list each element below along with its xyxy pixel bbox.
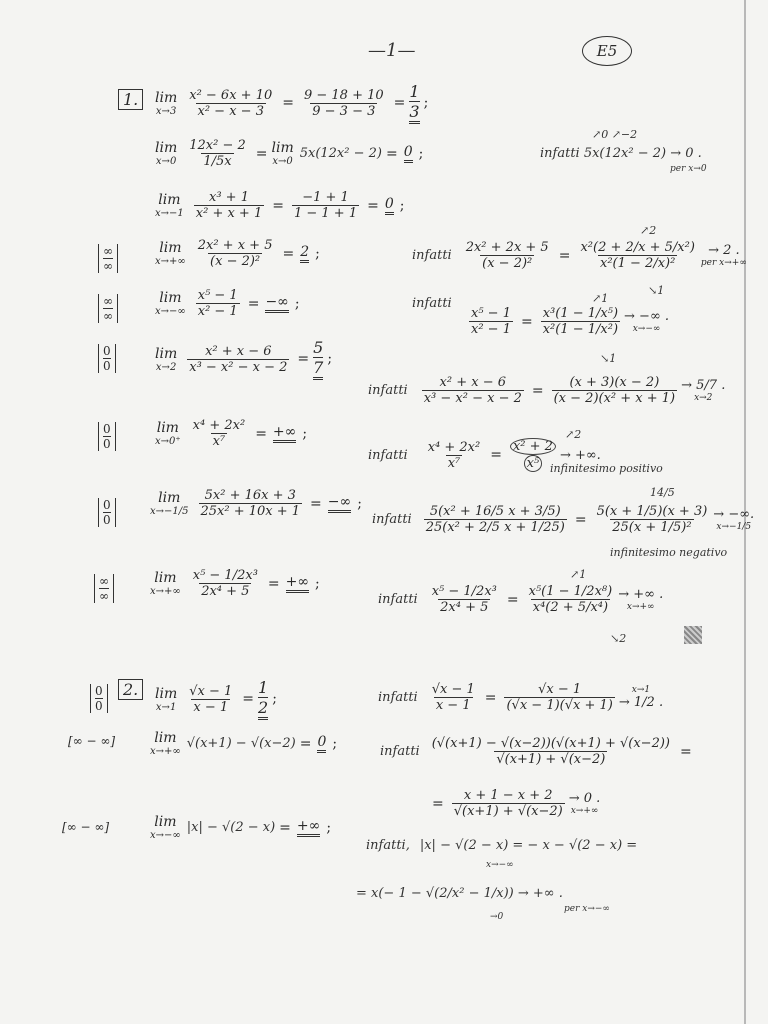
note-infatti: infatti 5x(12x² − 2) → 0 . [540,146,702,161]
indeterminate-form-tag: ∞ ∞ [98,240,118,273]
note-subscript: per x→−∞ [564,904,610,914]
note-under-arrow: ↘1 [648,284,665,297]
note-lhs-fraction: $\frac{\text{5(x² + 16/5 x + 3/5)}}{\text{25(x² + 2/5 x + 1/25)}}$ [425,504,565,535]
exercise-number: 2. [118,679,143,700]
limit-fraction: $\frac{\text{x² − 6x + 10}}{\text{x² − x − 3}}$ [189,87,273,119]
note-explanation-7: infatti $\frac{\text{x⁴ + 2x²}}{\text{x⁷}}$ = $\frac{\text{x² + 2}}{\text{x⁵}}$ → +∞. [368,439,601,471]
limit-operator: lim x→−∞ [150,814,181,841]
note-under-arrow: ↘1 [600,352,617,365]
indeterminate-form-tag: $\frac{0}{0}$ [98,418,116,451]
equals-sign: = [299,735,312,752]
semicolon: ; [418,145,424,162]
note-word: infatti [368,383,408,398]
note-under-arrow: →0 [490,912,504,922]
exercise-1-label [118,90,143,109]
note-rhs-fraction: $\frac{\text{x³(1 − 1/x⁵)}}{\text{x²(1 − 1/x²)}}$ [542,306,619,337]
limit-fraction: $\frac{\text{x² + x − 6}}{\text{x³ − x² − x − 2}}$ [189,343,288,375]
note-over-arrow: ↗2 [565,428,582,441]
note-word: infatti [372,512,412,527]
limit-expression: |x| − √(2 − x) [186,820,276,835]
note-word: infatti [368,447,408,463]
note-lhs-fraction: $\frac{√x - 1}{x - 1}$ [431,682,475,713]
note-rhs-fraction: $\frac{(x + 3)(x - 2)}{\text{(x − 2)(x² + x + 1)}}$ [553,375,676,406]
limit-operator: lim x→+∞ [155,240,186,267]
semicolon: ; [357,495,362,512]
substitution-fraction: $\frac{9 - 18 + 10}{9 - 3 - 3}$ [303,87,384,119]
indeterminate-form-tag: $\frac{0}{0}$ [98,340,116,373]
limit-fraction: $\frac{\text{5x² + 16x + 3}}{\text{25x² + 10x + 1}}$ [200,488,301,519]
limit-row-3 [155,190,404,221]
limit-operator: lim x→−∞ [155,290,186,317]
indeterminate-form-tag: [∞ − ∞] [62,820,110,834]
indeterminate-form-tag: $\frac{0}{0}$ [90,680,108,713]
note-subscript: x→−∞ [486,860,514,870]
note-under-arrow: ↘2 [610,632,627,645]
limit-row-ex2-3 [150,814,331,841]
limit-result: −∞ [265,294,288,313]
limit-row-ex2-2 [150,730,337,757]
note-rhs-fraction: $\frac{\text{x⁵(1 − 1/2x⁸)}}{\text{x⁴(2 + 5/x⁴)}}$ [528,584,613,615]
note-lhs-fraction: $\frac{\text{x⁴ + 2x²}}{\text{x⁷}}$ [427,439,481,471]
semicolon: ; [315,245,320,262]
note-word: infatti [412,248,452,263]
limit-result: 0 [385,196,394,215]
limit-fraction: $\frac{\text{12x² − 2}}{1/5x}$ [189,138,246,169]
note-explanation-ex2-2 [380,736,696,767]
indeterminate-form-tag: ∞ ∞ [98,290,118,323]
limit-result: +∞ [297,818,320,837]
note-word: infatti [380,744,420,759]
note-explanation-ex2-2b: = $\frac{x + 1 - x + 2}{√(x+1) + √(x-2)}$ → 0 . x→+∞ [432,788,601,819]
limit-fraction: $\frac{\text{x⁵ − 1}}{\text{x² − 1}}$ [197,288,238,319]
limit-operator: lim x→+∞ [150,570,181,597]
note-over-arrow: ↗1 [592,292,609,305]
limit-result: 2 [300,244,309,263]
semicolon: ; [315,575,320,592]
note-line-2: = x(− 1 − √(2/x² − 1/x)) → +∞ . [356,886,563,901]
note-fraction: $\frac{(√(x+1) - √(x-2))(√(x+1) + √(x-2))}{√(x+1) + √(x-2)}$ [431,736,670,767]
equals-sign: = [279,819,291,836]
note-word: infatti [378,690,418,705]
limit-fraction: $\frac{\text{x⁴ + 2x²}}{\text{x⁷}}$ [192,418,246,449]
limit-result: $\frac{5}{7}$ [313,338,323,380]
exercise-2-label [118,680,143,699]
note-explanation-ex2-3 [366,838,637,853]
limit-expression: 5x(12x² − 2) [299,146,382,161]
equals-sign: = [247,295,260,312]
note-tail: infinitesimo negativo [610,546,728,559]
note-lhs-fraction: $\frac{\text{2x² + 2x + 5}}{\text{(x − 2)²}}$ [465,240,549,271]
note-over-arrow: ↗1 [570,568,587,581]
limit-row-4 [155,238,320,269]
note-lhs-fraction: $\frac{\text{x⁵ − 1}}{\text{x² − 1}}$ [471,306,511,337]
semicolon: ; [327,351,333,367]
limit-row-2 [155,138,423,169]
limit-result: 0 [404,144,413,163]
limit-expression: √(x+1) − √(x−2) [186,736,296,751]
note-fraction: $\frac{x + 1 - x + 2}{√(x+1) + √(x-2)}$ [453,788,563,819]
note-over-value: 14/5 [650,486,675,499]
equals-sign: = [393,95,406,111]
limit-operator: lim x→2 [155,345,178,373]
equals-sign: = [385,145,398,162]
limit-operator: lim x→0 [155,140,178,167]
note-rhs-fraction: $\frac{\text{x² + 2}}{\text{x⁵}}$ [510,438,556,472]
note-word: infatti, [366,838,410,853]
equals-sign: = [282,245,295,262]
equals-sign: = [297,351,310,367]
note-lhs-fraction: $\frac{\text{x⁵ − 1/2x³}}{\text{2x⁴ + 5}}$ [431,584,497,615]
limit-operator: lim x→−1/5 [150,490,189,517]
semicolon: ; [423,95,429,111]
equals-sign: = [282,95,294,111]
equals-sign: = [267,575,280,592]
note-rhs-fraction: $\frac{\text{x²(2 + 2/x + 5/x²)}}{\text{x²(1 − 2/x)²}}$ [580,240,695,271]
note-lhs-fraction: $\frac{\text{x² + x − 6}}{\text{x³ − x² − x − 2}}$ [423,375,522,406]
limit-fraction: $\frac{\text{x³ + 1}}{\text{x² + x + 1}}$ [195,190,263,221]
note-word: infatti [412,296,452,311]
limit-row-9 [150,568,320,599]
equals-sign: = [255,145,268,162]
note-over-arrows: ↗0 ↗−2 [592,128,638,141]
limit-fraction: $\frac{\text{2x² + x + 5}}{\text{(x − 2)²}}$ [197,238,273,269]
limit-row-ex2-1 [155,678,277,720]
note-explanation-5: $\frac{\text{x⁵ − 1}}{\text{x² − 1}}$ = $\frac{\text{x³(1 − 1/x⁵)}}{\text{x²(1 − 1/x²)}}$ → −∞ . x→−∞ [471,306,670,337]
semicolon: ; [302,425,308,442]
equals-sign: = [310,495,322,512]
limit-result: −∞ [328,494,351,513]
note-explanation-4: infatti $\frac{\text{2x² + 2x + 5}}{\text{(x − 2)²}}$ = $\frac{\text{x²(2 + 2/x + 5/x²)}}{\text{x²(1 − 2/x)²}}$ → 2 . per x→+∞ [412,240,747,271]
note-explanation-8: infatti $\frac{\text{5(x² + 16/5 x + 3/5)}}{\text{25(x² + 2/5 x + 1/25)}}$ = $\frac{5(x + 1/5)(x + 3)}{\text{25(x + 1/5)²}}$ → −∞. x→−1/5 [372,504,755,535]
limit-result: +∞ [273,424,296,443]
limit-row-5 [155,288,300,319]
note-explanation-ex2-1: infatti $\frac{√x - 1}{x - 1}$ = $\frac{√x - 1}{(√x - 1)(√x + 1)}$ x→1 → 1/2 . [378,682,664,713]
substitution-fraction: $\frac{-1 + 1}{1 - 1 + 1}$ [293,190,358,221]
limit-result: +∞ [286,574,309,593]
limit-result: $\frac{1}{3}$ [409,82,419,124]
note-over-arrow: ↗2 [640,224,657,237]
scan-mark-icon [684,626,702,648]
limit-row-7 [155,418,307,449]
equals-sign: = [242,691,255,707]
note-subscript: per x→0 [670,164,707,174]
page-number: —1— [368,40,416,61]
note-rhs-fraction: $\frac{5(x + 1/5)(x + 3)}{\text{25(x + 1/5)²}}$ [596,504,708,535]
equals-sign: = [272,197,284,214]
semicolon: ; [399,197,405,214]
limit-operator: lim x→1 [155,685,178,713]
limit-operator: lim x→3 [155,89,178,117]
semicolon: ; [272,691,277,707]
note-explanation-6: infatti $\frac{\text{x² + x − 6}}{\text{x³ − x² − x − 2}}$ = $\frac{(x + 3)(x - 2)}{\text{(x − 2)(x² + x + 1)}}$ → 5/7 . x→2 [368,375,726,406]
limit-fraction: $\frac{√x - 1}{x - 1}$ [189,683,233,715]
equals-sign: = [680,743,692,760]
limit-row-6 [155,338,332,380]
semicolon: ; [332,735,338,752]
note-tail: infinitesimo positivo [550,462,663,475]
limit-operator: lim x→−1 [155,192,184,219]
limit-row-1 [155,82,428,124]
limit-result: 0 [317,734,326,753]
limit-fraction: $\frac{\text{x⁵ − 1/2x³}}{\text{2x⁴ + 5}}$ [192,568,258,599]
limit-row-8 [150,488,362,519]
limit-result: $\frac{1}{2}$ [258,678,268,720]
indeterminate-form-tag: ∞ ∞ [94,570,114,603]
note-line: |x| − √(2 − x) = − x − √(2 − x) = [419,838,638,853]
equals-sign: = [367,197,379,214]
equals-sign: = [255,425,267,442]
indeterminate-form-tag: [∞ − ∞] [68,734,116,748]
indeterminate-form-tag: $\frac{0}{0}$ [98,494,116,527]
section-badge: E5 [582,36,632,66]
limit-operator: lim x→+∞ [150,730,181,757]
exercise-number: 1. [118,89,143,110]
limit-operator: lim x→0 [271,140,294,167]
note-explanation-9: infatti $\frac{\text{x⁵ − 1/2x³}}{\text{2x⁴ + 5}}$ = $\frac{\text{x⁵(1 − 1/2x⁸)}}{\text{x⁴(2 + 5/x⁴)}}$ → +∞ . x→+∞ [378,584,664,615]
note-rhs-fraction: $\frac{√x - 1}{(√x - 1)(√x + 1)}$ [506,682,613,713]
note-word: infatti [378,592,418,607]
semicolon: ; [294,295,300,312]
limit-operator: lim x→0⁺ [155,420,181,447]
semicolon: ; [326,819,332,836]
note-arrow: → +∞. [559,447,601,463]
